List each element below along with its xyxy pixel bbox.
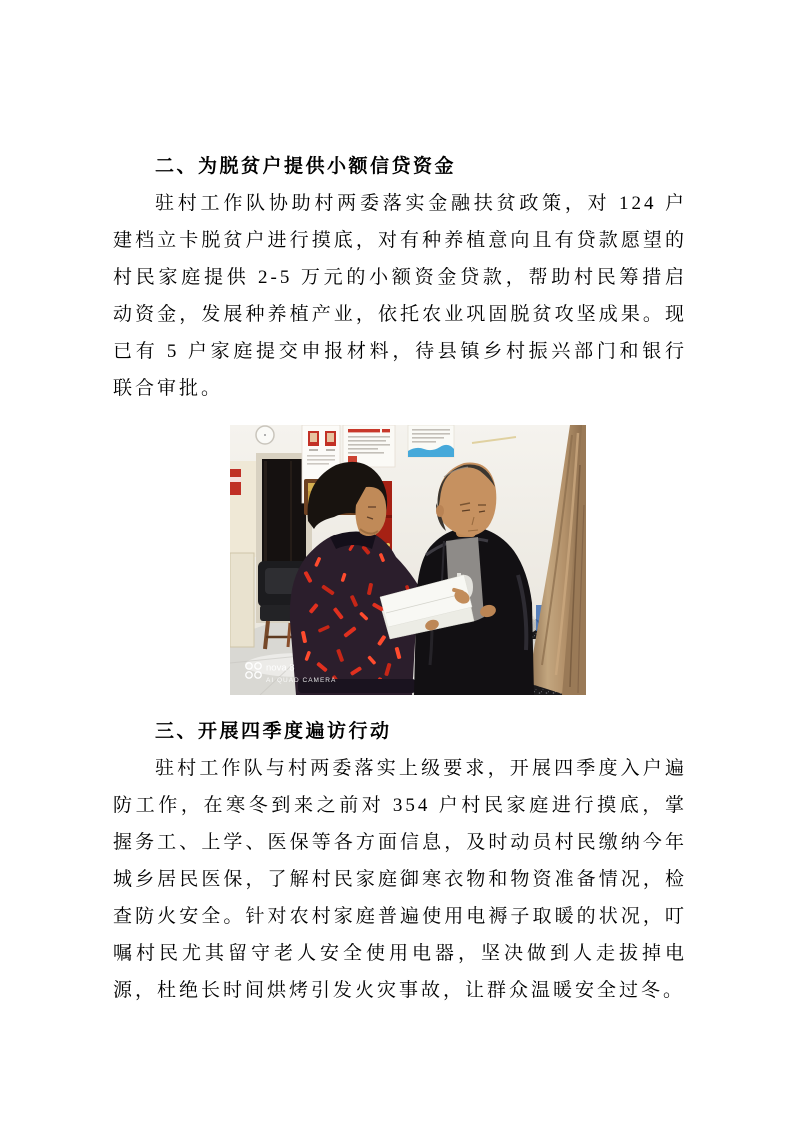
section-heading-3: 三、开展四季度遍访行动 xyxy=(155,721,392,742)
red-sign xyxy=(230,469,241,495)
photo-scene xyxy=(230,425,586,695)
section-paragraph-2: 驻村工作队协助村两委落实金融扶贫政策，对 124 户建档立卡脱贫户进行摸底，对有种养植意向且有贷款愿望的村民家庭提供 2-5 万元的小额资金贷款，帮助村民筹措启动资金，发展种养植产业，依托农业巩固脱贫攻坚成果。现已有 5 户家庭提交申报材料，待县镇乡村振兴部门和银行联合审批。 xyxy=(113,193,687,399)
embedded-photo xyxy=(230,425,586,695)
section-heading-2: 二、为脱贫户提供小额信贷资金 xyxy=(155,156,457,177)
photo-image xyxy=(230,425,586,695)
section-paragraph-3: 驻村工作队与村两委落实上级要求，开展四季度入户遍防工作，在寒冬到来之前对 354 户村民家庭进行摸底，掌握务工、上学、医保等各方面信息，及时动员村民缴纳今年城乡居民医保，了解村民家庭御寒衣物和物资准备情况，检查防火安全。针对农村家庭普遍使用电褥子取暖的状况，叮嘱村民尤其留守老人安全使用电器，坚决做到人走拔掉电源，杜绝长时间烘烤引发火灾事故，让群众温暖安全过冬。 xyxy=(113,758,687,1001)
watermark-camera-label: AI QUAD CAMERA xyxy=(266,677,337,684)
watermark-device-name: nova 8 xyxy=(266,662,295,674)
side-cabinet xyxy=(230,553,254,647)
wall-clock xyxy=(256,426,274,444)
document-page xyxy=(113,148,687,1009)
